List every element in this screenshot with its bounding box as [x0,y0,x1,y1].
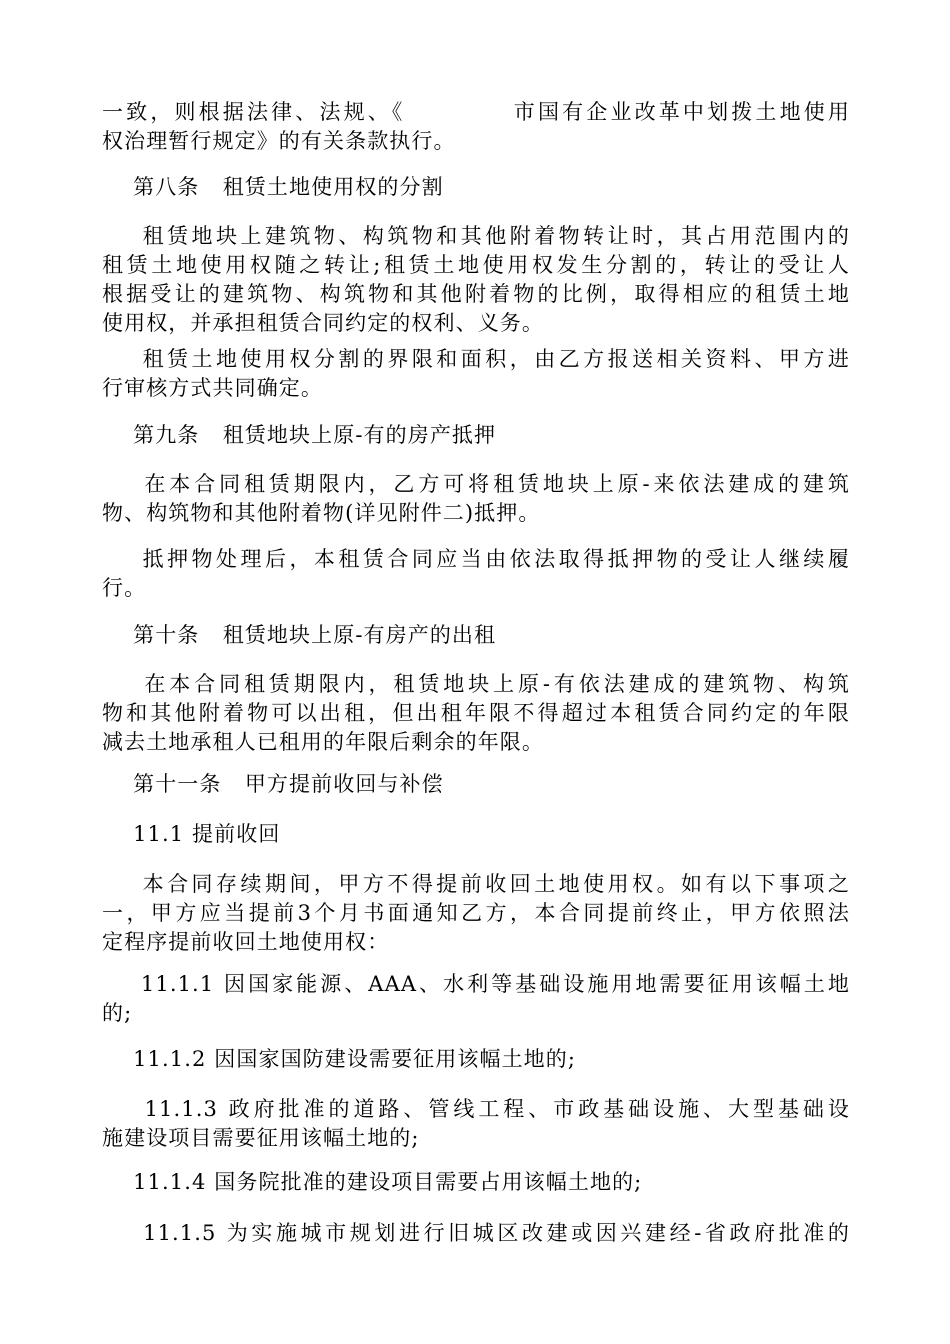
article-9-heading [102,421,850,450]
section-heading: 第八条 租赁土地使用权的分割 [102,175,444,199]
paragraph-11-1 [102,870,850,957]
article-11-heading [102,770,850,799]
text-line: 根据受让的建筑物、构筑物和其他附着物的比例，取得相应的租赁土地 [102,282,850,306]
item-11-1-4 [102,1168,850,1197]
paragraph-9-2 [102,545,850,603]
text-line: 11.1.5 为实施城市规划进行旧城区改建或因兴建经-省政府批准的 [102,1221,850,1245]
text-line: 租赁土地使用权分割的界限和面积，由乙方报送相关资料、甲方进 [102,347,850,371]
text-line: 物、构筑物和其他附着物(详见附件二)抵押。 [102,501,541,525]
text-line: 物和其他附着物可以出租，但出租年限不得超过本租赁合同约定的年限 [102,701,850,725]
text-line: 使用权，并承担租赁合同约定的权利、义务。 [102,311,544,335]
section-heading: 第九条 租赁地块上原-有的房产抵押 [102,423,497,447]
text-line: 行。 [102,576,147,600]
text-line: 一，甲方应当提前3个月书面通知乙方，本合同提前终止，甲方依照法 [102,901,850,925]
item-11-1-5 [102,1219,850,1248]
section-heading: 第十一条 甲方提前收回与补偿 [102,772,444,796]
text-line: 本合同存续期间，甲方不得提前收回土地使用权。如有以下事项之 [102,872,850,896]
section-11-1-heading [102,820,850,849]
text-line: 在本合同租赁期限内，租赁地块上原-有依法建成的建筑物、构筑 [102,672,850,696]
text-line: 在本合同租赁期限内，乙方可将租赁地块上原-来依法建成的建筑 [102,472,850,496]
paragraph-8-1 [102,222,850,338]
item-11-1-2 [102,1045,850,1074]
text-line: 行审核方式共同确定。 [102,376,323,400]
article-10-heading [102,621,850,650]
item-11-1-3 [102,1095,850,1153]
text-line: 减去土地承租人已租用的年限后剩余的年限。 [102,730,544,754]
text-line: 租赁地块上建筑物、构筑物和其他附着物转让时，其占用范围内的 [102,224,850,248]
text-line: 一致，则根据法律、法规、《 市国有企业改革中划拨土地使用 [102,100,850,124]
paragraph-10-1 [102,670,850,757]
paragraph-intro [102,98,850,156]
text-line: 抵押物处理后，本租赁合同应当由依法取得抵押物的受让人继续履 [102,547,850,571]
paragraph-8-2 [102,345,850,403]
text-line: 权治理暂行规定》的有关条款执行。 [102,129,456,153]
text-line: 的; [102,1001,133,1025]
article-8-heading [102,173,850,202]
text-line: 施建设项目需要征用该幅土地的; [102,1126,420,1150]
text-line: 11.1.2 因国家国防建设需要征用该幅土地的; [102,1047,577,1071]
text-line: 11.1.3 政府批准的道路、管线工程、市政基础设施、大型基础设 [102,1097,850,1121]
subsection-heading: 11.1 提前收回 [102,822,281,846]
text-line: 11.1.4 国务院批准的建设项目需要占用该幅土地的; [102,1170,643,1194]
paragraph-9-1 [102,470,850,528]
section-heading: 第十条 租赁地块上原-有房产的出租 [102,623,497,647]
item-11-1-1 [102,970,850,1028]
text-line: 租赁土地使用权随之转让;租赁土地使用权发生分割的，转让的受让人 [102,253,850,277]
text-line: 11.1.1 因国家能源、AAA、水利等基础设施用地需要征用该幅土地 [102,972,850,996]
text-line: 定程序提前收回土地使用权： [102,930,390,954]
